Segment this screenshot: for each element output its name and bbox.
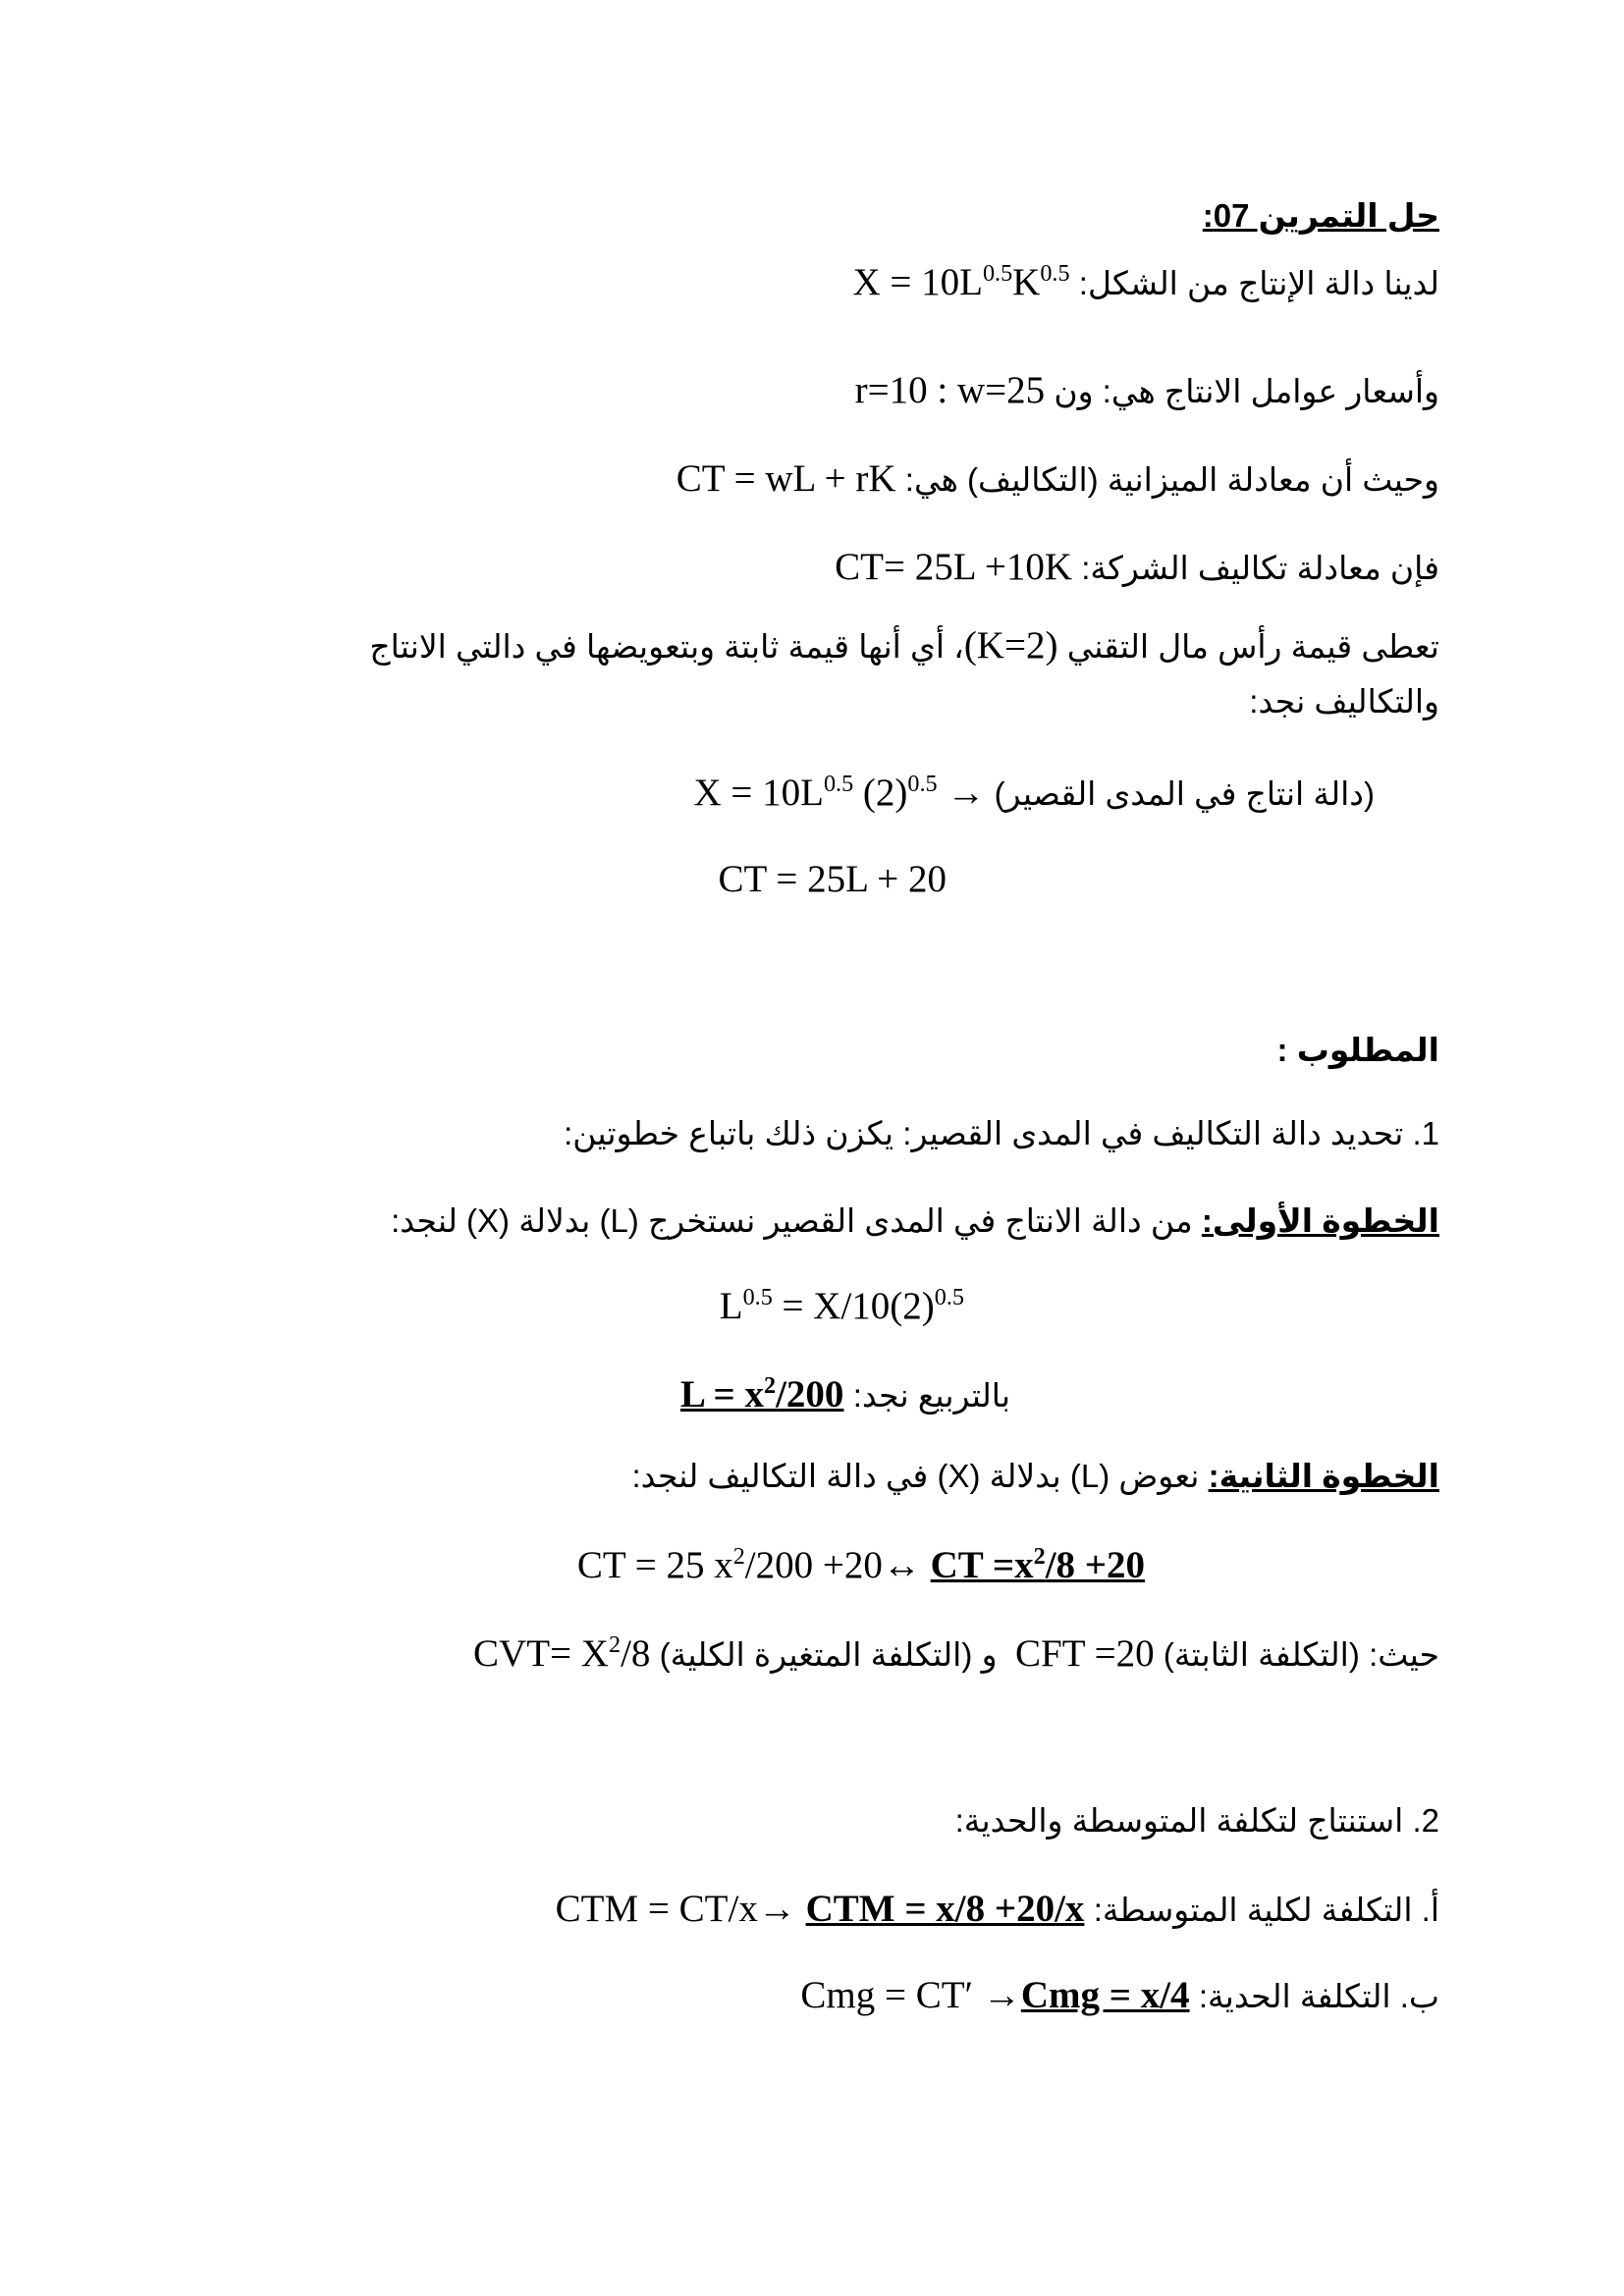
production-equation: $X = 10L^{0.5}K^{0.5}$ — [852, 260, 1070, 303]
item-1: 1. تحديد دالة التكاليف في المدى القصير: يكزن ذلك باتباع خطوتين: — [564, 1115, 1439, 1151]
short-run-label: (دالة انتاج في المدى القصير) — [994, 775, 1375, 812]
average-cost-equation: CTM = CT/x→ CTM = x/8 +20/x — [555, 1888, 1085, 1930]
budget-label: وحيث أن معادلة الميزانية (التكاليف) هي: — [904, 461, 1439, 498]
exercise-title: حل التمرين 07: — [1202, 197, 1439, 234]
production-label: لدينا دالة الإنتاج من الشكل: — [1078, 265, 1439, 301]
short-run-production-line — [693, 771, 1375, 817]
step-2-equation: CT = 25 $x^2/200$ +20↔ CT $=x^2/8 +20$ — [576, 1543, 1145, 1586]
square-line — [680, 1372, 1010, 1418]
production-function-line — [852, 260, 1439, 306]
marginal-cost-result: Cmg = x/4 — [1020, 1974, 1190, 2016]
cost-label: فإن معادلة تكاليف الشركة: — [1081, 550, 1439, 586]
factor-prices-line — [855, 368, 1439, 414]
capital-paragraph — [192, 623, 1439, 669]
step-2-line — [631, 1455, 1439, 1498]
marginal-cost-line — [800, 1973, 1439, 2019]
required-heading: المطلوب : — [1276, 1032, 1439, 1068]
where-label: حيث: — [1369, 1636, 1439, 1673]
cost-equation: CT= 25L +10K — [835, 546, 1072, 588]
variable-cost-label: (التكلفة المتغيرة الكلية) — [659, 1636, 973, 1673]
step-2-result: CT $=x^2/8 +20$ — [930, 1543, 1145, 1586]
short-run-equation: $X = 10L^{0.5}$ $(2)^{0.5}$ → — [693, 771, 986, 814]
item-2: 2. استنتاج لتكلفة المتوسطة والحدية: — [954, 1802, 1439, 1839]
step-1-label: الخطوة الأولى: — [1201, 1202, 1439, 1239]
step-1-line — [391, 1200, 1439, 1243]
cost-components-line — [473, 1631, 1439, 1678]
capital-text-continued: ، أي أنها قيمة ثابتة وبتعويضها في دالتي الانتاج — [369, 628, 964, 665]
step-1-text: من دالة الانتاج في المدى القصير نستخرج (L) بدلالة (X) لنجد: — [391, 1202, 1202, 1239]
variable-cost-equation: $CVT= X^2/8$ — [473, 1631, 651, 1675]
square-equation: $L = x^2/200$ — [679, 1372, 844, 1415]
fixed-cost-label: (التكلفة الثابتة) — [1163, 1636, 1360, 1673]
cost-line — [835, 545, 1439, 591]
step-2-label: الخطوة الثانية: — [1208, 1458, 1439, 1494]
marginal-cost-equation: Cmg = CT′ →Cmg = x/4 — [800, 1974, 1190, 2016]
average-cost-result: CTM = x/8 +20/x — [805, 1888, 1085, 1930]
average-cost-label: أ. التكلفة لكلية المتوسطة: — [1093, 1892, 1439, 1928]
prices-equation: r=10 : w=25 — [854, 369, 1046, 411]
step-1-equation: $L^{0.5} = X/10(2)^{0.5}$ — [719, 1284, 964, 1327]
average-cost-line — [556, 1887, 1439, 1933]
step-2-text: نعوض (L) بدلالة (X) في دالة التكاليف لنجد: — [631, 1458, 1209, 1494]
capital-value: (K=2) — [963, 624, 1058, 667]
and-label: و — [981, 1636, 998, 1673]
budget-line — [677, 456, 1439, 503]
capital-text: تعطى قيمة رأس مال التقني — [1066, 628, 1439, 665]
marginal-cost-label: ب. التكلفة الحدية: — [1198, 1978, 1439, 2014]
capital-paragraph-end: والتكاليف نجد: — [1249, 683, 1439, 720]
budget-equation: CT = wL + rK — [676, 457, 896, 500]
prices-label: وأسعار عوامل الانتاج هي: ون — [1054, 373, 1439, 409]
square-label: بالتربيع نجد: — [852, 1377, 1010, 1414]
short-run-cost-equation: CT = 25L + 20 — [718, 858, 947, 900]
fixed-cost-equation: CFT =20 — [1015, 1632, 1155, 1675]
